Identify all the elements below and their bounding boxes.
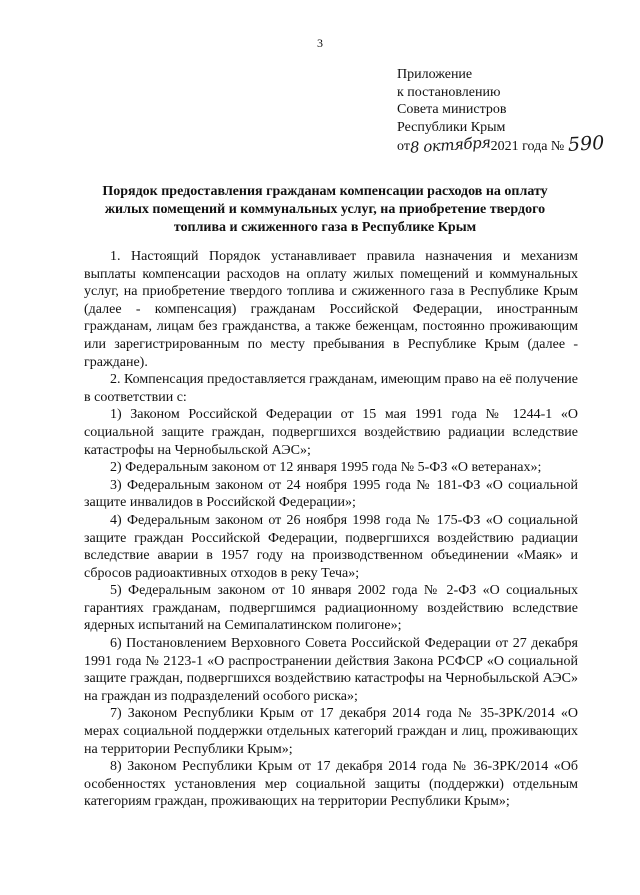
handwritten-date: 8 октября [409,133,492,157]
handwritten-number: 590 [567,132,605,156]
appendix-line: Совета министров [397,102,507,117]
appendix-line: Приложение [397,67,473,82]
list-item: 7) Законом Республики Крым от 17 декабря 2014 года № 35-ЗРК/2014 «О мерах социальной поддержки отдельных категорий граждан и лиц, проживающих на территории Республики Крым»; [84,706,578,757]
appendix-line: Республики Крым [397,119,506,135]
appendix-line: к постановлению [397,84,501,100]
list-item: 6) Постановлением Верховного Совета Российской Федерации от 27 декабря 1991 года № 2123-1 «О распространении действия Закона РСФСР «О социальной защите граждан, подвергшихся воздействию катастрофы на Чернобыльской АЭС» на граждан из подразделений особого риска»; [84,636,578,704]
date-prefix: от [397,139,410,154]
list-item: 3) Федеральным законом от 24 ноября 1995 года № 181-ФЗ «О социальной защите инвалидов в Российской Федерации»; [84,477,578,511]
document-body [84,248,578,811]
paragraph: 2. Компенсация предоставляется гражданам, имеющим право на её получение в соответствии с: [84,372,578,405]
list-item: 4) Федеральным законом от 26 ноября 1998 года № 175-ФЗ «О социальной защите граждан Российской Федерации, подвергшихся воздействию радиации вследствие аварии в 1957 году на производственном объединении «Маяк» и сбросов радиоактивных отходов в реку Теча»; [84,512,578,581]
paragraph: 1. Настоящий Порядок устанавливает правила назначения и механизм выплаты компенсации расходов на оплату жилых помещений и коммунальных услуг, на приобретение твердого топлива и сжиженного газа в Республике Крым (далее - компенсация) гражданам Российской Федерации, иностранным гражданам, лицам без гражданства, а также беженцам, постоянно проживающим или зарегистрированным по месту пребывания в Республике Крым (далее - граждане). [84,249,578,370]
date-suffix: 2021 года № [490,139,565,154]
document-title: Порядок предоставления гражданам компенсации расходов на оплату жилых помещений и коммунальных услуг, на приобретение твердого топлива и сжиженного газа в Республике Крым [102,184,548,235]
list-item: 5) Федеральным законом от 10 января 2002 года № 2-ФЗ «О социальных гарантиях гражданам, подвергшимся радиационному воздействию вследствие ядерных испытаний на Семипалатинском полигоне»; [84,583,578,634]
list-item: 2) Федеральным законом от 12 января 1995 года № 5-ФЗ «О ветеранах»; [110,460,542,476]
list-item: 1) Законом Российской Федерации от 15 мая 1991 года № 1244-1 «О социальной защите граждан, подвергшихся воздействию радиации вследствие катастрофы на Чернобыльской АЭС»; [84,407,578,458]
appendix-date-line [397,132,627,157]
appendix-block [397,66,627,156]
list-item: 8) Законом Республики Крым от 17 декабря 2014 года № 36-ЗРК/2014 «Об особенностях установления мер социальной защиты (поддержки) отдельным категориям граждан, проживающих на территории Республики Крым»; [84,759,578,810]
page-number: 3 [317,36,323,50]
